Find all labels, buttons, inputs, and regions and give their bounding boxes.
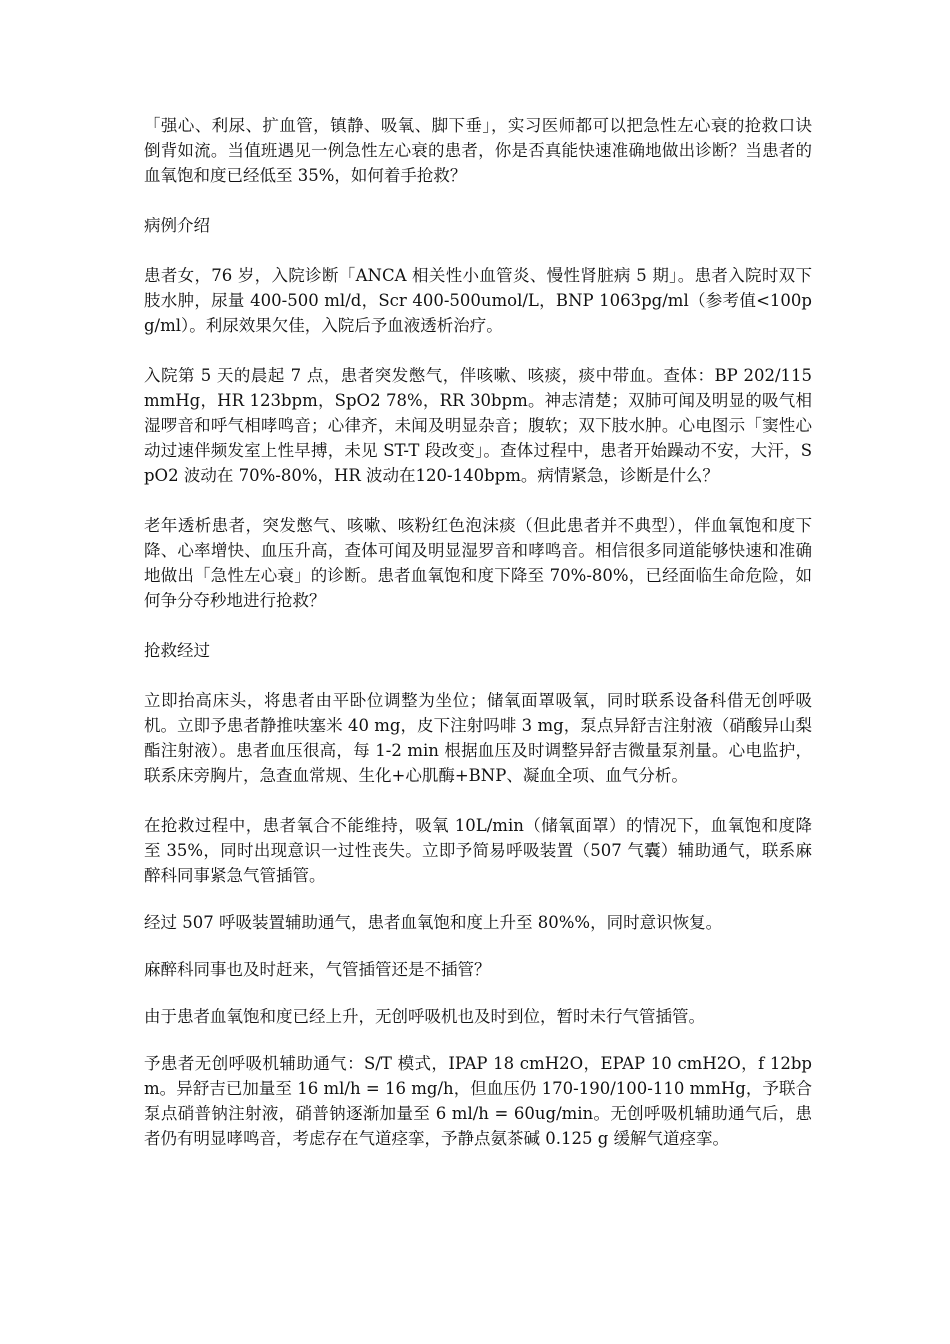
rescue-paragraph-no-intubation: 由于患者血氧饱和度已经上升，无创呼吸机也及时到位，暂时未行气管插管。 (144, 1007, 705, 1026)
rescue-paragraph-recovery: 经过 507 呼吸装置辅助通气，患者血氧饱和度上升至 80%%，同时意识恢复。 (144, 913, 723, 932)
rescue-paragraph-initial: 立即抬高床头，将患者由平卧位调整为坐位；储氧面罩吸氧，同时联系设备科借无创呼吸机。立即予患者静推呋塞米 40 mg，皮下注射吗啡 3 mg，泵点异舒吉注射液（硝酸异山梨酯注射液）。患者血压很高，每 1-2 min 根据血压及时调整异舒吉微量泵剂量。心电监护，联系床旁胸片，急查血常规、生化+心肌酶+BNP、凝血全项、血气分析。 (144, 691, 812, 785)
intro-paragraph: 「强心、利尿、扩血管，镇静、吸氧、脚下垂」，实习医师都可以把急性左心衰的抢救口诀倒背如流。当值班遇见一例急性左心衰的患者，你是否真能快速准确地做出诊断？当患者的血氧饱和度已经低至 35%，如何着手抢救？ (144, 116, 812, 185)
rescue-paragraph-desaturation: 在抢救过程中，患者氧合不能维持，吸氧 10L/min（储氧面罩）的情况下，血氧饱和度降至 35%，同时出现意识一过性丧失。立即予简易呼吸装置（507 气囊）辅助通气，联系麻醉科同事紧急气管插管。 (144, 816, 812, 885)
case-paragraph-admission: 患者女，76 岁，入院诊断「ANCA 相关性小血管炎、慢性肾脏病 5 期」。患者入院时双下肢水肿，尿量 400-500 ml/d，Scr 400-500umol/L，BNP 1063pg/ml（参考值<100pg/ml）。利尿效果欠佳，入院后予血液透析治疗。 (144, 266, 812, 335)
document-page (144, 113, 812, 1176)
rescue-paragraph-niv: 予患者无创呼吸机辅助通气：S/T 模式，IPAP 18 cmH2O，EPAP 10 cmH2O，f 12bpm。异舒吉已加量至 16 ml/h = 16 mg/h，但血压仍 170-190/100-110 mmHg，予联合泵点硝普钠注射液，硝普钠逐渐加量至 6 ml/h = 60ug/min。无创呼吸机辅助通气后，患者仍有明显哮鸣音，考虑存在气道痉挛，予静点氨茶碱 0.125 g 缓解气道痉挛。 (144, 1054, 812, 1148)
case-paragraph-onset: 入院第 5 天的晨起 7 点，患者突发憋气，伴咳嗽、咳痰，痰中带血。查体：BP 202/115 mmHg，HR 123bpm，SpO2 78%，RR 30bpm。神志清楚；双肺可闻及明显的吸气相湿啰音和呼气相哮鸣音；心律齐，未闻及明显杂音；腹软；双下肢水肿。心电图示「窦性心动过速伴频发室上性早搏，未见 ST-T 段改变」。查体过程中，患者开始躁动不安，大汗，SpO2 波动在 70%-80%，HR 波动在120-140bpm。病情紧急，诊断是什么？ (144, 366, 812, 485)
section-heading-rescue: 抢救经过 (144, 641, 210, 660)
rescue-paragraph-intubation-question: 麻醉科同事也及时赶来，气管插管还是不插管？ (144, 960, 491, 979)
section-heading-case-intro: 病例介绍 (144, 216, 210, 235)
case-paragraph-diagnosis: 老年透析患者，突发憋气、咳嗽、咳粉红色泡沫痰（但此患者并不典型），伴血氧饱和度下降、心率增快、血压升高，查体可闻及明显湿罗音和哮鸣音。相信很多同道能够快速和准确地做出「急性左心衰」的诊断。患者血氧饱和度下降至 70%-80%，已经面临生命危险，如何争分夺秒地进行抢救？ (144, 516, 812, 610)
